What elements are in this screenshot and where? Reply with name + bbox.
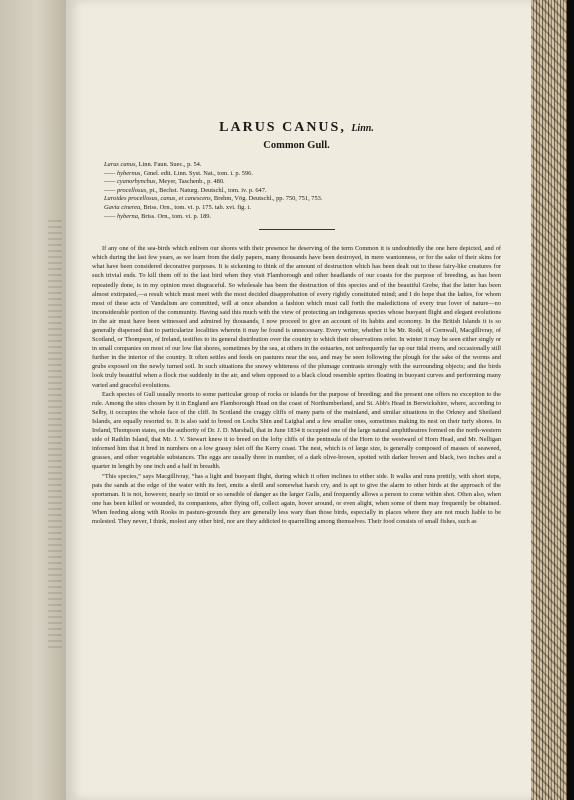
- synonym-entry: —— hyberna, Briss. Orn., tom. vi. p. 189.: [104, 212, 212, 220]
- synonym-entry: Laroides procellosus, canus, et canescens, Brehm, Vög. Deutschl., pp. 750, 751, 753.: [104, 195, 323, 203]
- paragraph: If any one of the sea-birds which enliven our shores with their presence be deserving of the term Common it is undoubtedly the one here depicted, and of which during the last few years, as we learn from the daily papers, many thousands have been destroyed, in mere wantonness, or for the sake of their skins for what have been considered decorative purposes. It is sickening to think of the amount of destruction which has been dealt out to these fairy-like creatures for such trivial ends. To kill them off to the last bird when they visit Flamborough and other headlands of our coasts for the purpose of breeding, as has been repeatedly done, is in my opinion most disgraceful. So wholesale has been the destruction of this species and of the beautiful Grebe, that the latter has been almost extirpated,—a result which must meet with the most decided disapprobation of every rightly constituted mind; and I do hope that the ladies, for whom most of these acts of Vandalism are committed, will at once abandon a fashion which must call forth the maledictions of every true lover of nature—no inconsiderable portion of the community. Having said this much with the view of protecting an indigenous species whose buoyant flight and elegant evolutions in the air must have been witnessed and admired by thousands, I now proceed to give an account of its habits and economy. In the British Islands it is so generally dispersed that to particularize localities wherein it may be found is unnecessary. Every writer, whether it be Mr. Rodd, of Cornwall, Macgillivray, of Scotland, or Thompson, of Ireland, testifies to its general distribution over the country to which their observations refer. In winter it may be seen either singly or in small companies on most of our low flat shores, sometimes by the sea, at others in the estuaries, not unfrequently far up our tidal rivers, and occasionally still further in the interior of the country. It often settles and feeds on pastures near the sea, and may be seen following the plough for the sake of the worms and grubs exposed on the newly turned soil. In such situations the snowy whiteness of the plumage contrasts strongly with the surrounding objects; and the birds look truly beautiful when a flock rise suddenly in the air, and when opposed to a black cloud resemble sprites floating in buoyant curves and performing many varied and graceful evolutions.: [92, 245, 501, 389]
- common-name: Common Gull.: [263, 140, 330, 151]
- species-title: [92, 120, 501, 136]
- species-author: Linn.: [351, 123, 374, 134]
- paragraph: “This species,” says Macgillivray, “has a light and buoyant flight, during which it often inclines to either side. It walks and runs prettily, with short steps, pats the sands at the edge of the water with its feet, emits a shrill and somewhat harsh cry, and is apt to give the alarm to other birds at the approach of the sportsman. It is not, however, nearly so timid or so sensible of danger as the larger Gulls, and frequently allows a person to come within shot. Often also, when one has been killed or wounded, its companions, after flying off, collect again, hover around, or even alight, when some of them may frequently be obtained. When feeding along with Rooks in pasture-grounds they are generally less wary than those birds, especially in places where they are not much liable to be molested. They never, I think, molest any other bird, nor are they addicted to quarrelling among themselves. Their food consists of small fishes, such as: [92, 472, 501, 525]
- synonym-entry: —— procellosus, pt., Bechst. Naturg. Deutschl., tom. iv. p. 647.: [104, 186, 267, 194]
- page-content: [92, 120, 501, 526]
- book-page: [66, 0, 531, 800]
- body-text: [92, 244, 501, 526]
- synonym-entry: —— hybernus, Gmel. edit. Linn. Syst. Nat., tom. i. p. 596.: [104, 169, 253, 177]
- synonym-entry: Larus canus, Linn. Faun. Suec., p. 54.: [104, 161, 202, 168]
- synonymy-list: [92, 161, 501, 221]
- bleed-through-text: [48, 220, 62, 650]
- section-divider: [259, 229, 335, 230]
- paragraph: Each species of Gull usually resorts to some particular group of rocks or islands for the purpose of breeding; and the present one offers no exception to the rule. Among the sites chosen by it in England are Flamborough Head on the coast of Northumberland, and St. Abb's Head in Berwickshire, where, according to Selby, it occupies the whole face of the cliff. In Scotland the craggy cliffs of many parts of the mainland, and similar situations in the Orkney and Shetland Islands, are equally resorted to. It is also said to breed on Lochs Shin and Laighal and a few smaller ones, sometimes making its nest on their turfy shores. In Ireland, Thompson states, on the authority of Dr. J. D. Marshall, that in June 1834 it occupied one of the large natural amphitheatres formed on the north-western side of Rathlin Island, that Mr. J. V. Stewart knew it to breed on the lofty cliffs of the peninsula of the Horn to the westward of Horn Head, and Mr. Nelligan informed him that it bred in numbers on a low grassy islet off the Kerry coast. The nest, which is of large size, is generally composed of masses of seaweed, grasses, and other vegetable substances. The eggs are usually three in number, of a dark olive-brown, spotted with darker brown and black, two inches and a quarter in length by one inch and a half in breadth.: [92, 390, 501, 471]
- fore-edge-pattern: [531, 0, 567, 800]
- synonym-entry: —— cyanorhynchus, Meyer, Taschenb., p. 480.: [104, 178, 225, 186]
- left-page-margin: [0, 0, 66, 800]
- species-name: LARUS CANUS,: [219, 120, 346, 135]
- synonym-entry: Gavia cinerea, Briss. Orn., tom. vi. p. 175. tab. xvi. fig. i.: [104, 203, 251, 211]
